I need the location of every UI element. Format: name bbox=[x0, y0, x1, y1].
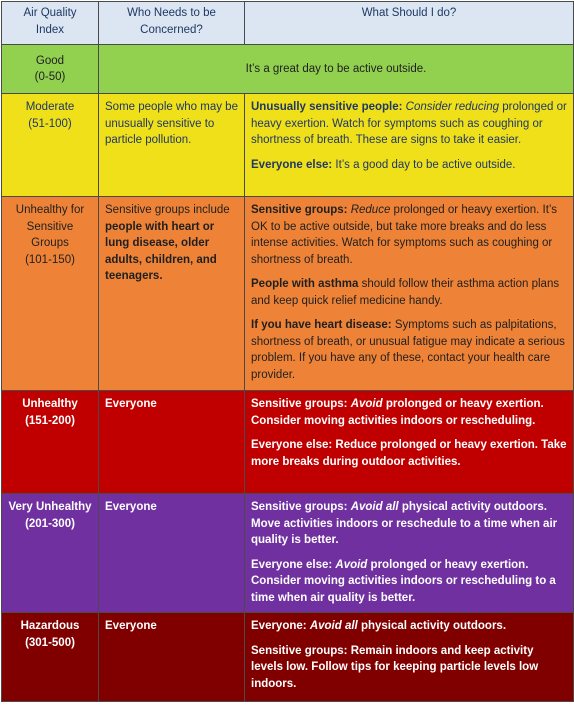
row-hazardous bbox=[2, 613, 574, 702]
header-row bbox=[2, 2, 574, 45]
category-name: Good bbox=[35, 54, 65, 67]
who-cell-moderate: Some people who may be unusually sensitive to particle pollution. bbox=[99, 94, 245, 197]
category-range: (201-300) bbox=[25, 517, 75, 530]
category-cell-hazardous bbox=[2, 613, 99, 702]
category-cell-unhealthy bbox=[2, 391, 99, 494]
row-unhealthy bbox=[2, 391, 574, 494]
category-cell-usg bbox=[2, 197, 99, 391]
category-range: (101-150) bbox=[25, 253, 75, 266]
category-name: Hazardous bbox=[20, 620, 80, 632]
header-aqi: Air Quality Index bbox=[2, 2, 99, 45]
advice-paragraph: Everyone: Avoid all physical activity outdoors. bbox=[251, 620, 507, 632]
advice-paragraph: Sensitive groups: Avoid prolonged or heavy exertion. Consider moving activities indoors or rescheduling. bbox=[251, 398, 544, 427]
category-range: (301-500) bbox=[25, 636, 75, 649]
category-range: (51-100) bbox=[28, 117, 72, 130]
good-message: It’s a great day to be active outside. bbox=[99, 45, 574, 94]
advice-paragraph: Everyone else: Reduce prolonged or heavy exertion. Take more breaks during outdoor activities. bbox=[251, 439, 567, 468]
category-range: (151-200) bbox=[25, 414, 75, 427]
header-who: Who Needs to be Concerned? bbox=[99, 2, 245, 45]
advice-cell-usg bbox=[245, 197, 574, 391]
row-very-unhealthy bbox=[2, 494, 574, 613]
advice-paragraph: Unusually sensitive people: Consider reducing prolonged or heavy exertion. Watch for symptoms such as coughing or shortness of breath. These are signs to take it easier. bbox=[251, 101, 567, 146]
advice-paragraph: Sensitive groups: Remain indoors and keep activity levels low. Follow tips for keeping particle levels low indoors. bbox=[251, 644, 539, 690]
advice-cell-hazardous bbox=[245, 613, 574, 702]
advice-paragraph: People with asthma should follow their asthma action plans and keep quick relief medicine handy. bbox=[251, 278, 560, 307]
advice-cell-very-unhealthy bbox=[245, 494, 574, 613]
category-cell-good bbox=[2, 45, 99, 94]
row-unhealthy-sensitive bbox=[2, 197, 574, 391]
advice-cell-unhealthy bbox=[245, 391, 574, 494]
advice-cell-moderate bbox=[245, 94, 574, 197]
category-name: Unhealthy bbox=[22, 398, 78, 410]
category-cell-very-unhealthy bbox=[2, 494, 99, 613]
category-name: Very Unhealthy bbox=[8, 501, 92, 513]
advice-paragraph: If you have heart disease: Symptoms such as palpitations, shortness of breath, or unusual fatigue may indicate a serious problem. If you have any of these, contact your health care provider. bbox=[251, 319, 565, 381]
who-cell-very-unhealthy: Everyone bbox=[99, 494, 245, 613]
category-name: Moderate bbox=[25, 101, 75, 113]
who-cell-usg: Sensitive groups include people with heart or lung disease, older adults, children, and teenagers. bbox=[99, 197, 245, 391]
advice-paragraph: Sensitive groups: Avoid all physical activity outdoors. Move activities indoors or reschedule to a time when air quality is better. bbox=[251, 501, 558, 546]
air-quality-index-table bbox=[1, 1, 574, 702]
category-name: Unhealthy for Sensitive Groups bbox=[15, 204, 85, 249]
header-what: What Should I do? bbox=[245, 2, 574, 45]
row-moderate bbox=[2, 94, 574, 197]
advice-paragraph: Sensitive groups: Reduce prolonged or heavy exertion. It’s OK to be active outside, but take more breaks and do less intense activities. Watch for symptoms such as coughing or shortness of breath. bbox=[251, 204, 557, 266]
row-good bbox=[2, 45, 574, 94]
category-range: (0-50) bbox=[34, 71, 66, 83]
who-cell-unhealthy: Everyone bbox=[99, 391, 245, 494]
advice-paragraph: Everyone else: Avoid prolonged or heavy exertion. Consider moving activities indoors or rescheduling to a time when air quality is better. bbox=[251, 558, 556, 604]
advice-paragraph: Everyone else: It’s a good day to be active outside. bbox=[251, 158, 516, 171]
who-cell-hazardous: Everyone bbox=[99, 613, 245, 702]
category-cell-moderate bbox=[2, 94, 99, 197]
